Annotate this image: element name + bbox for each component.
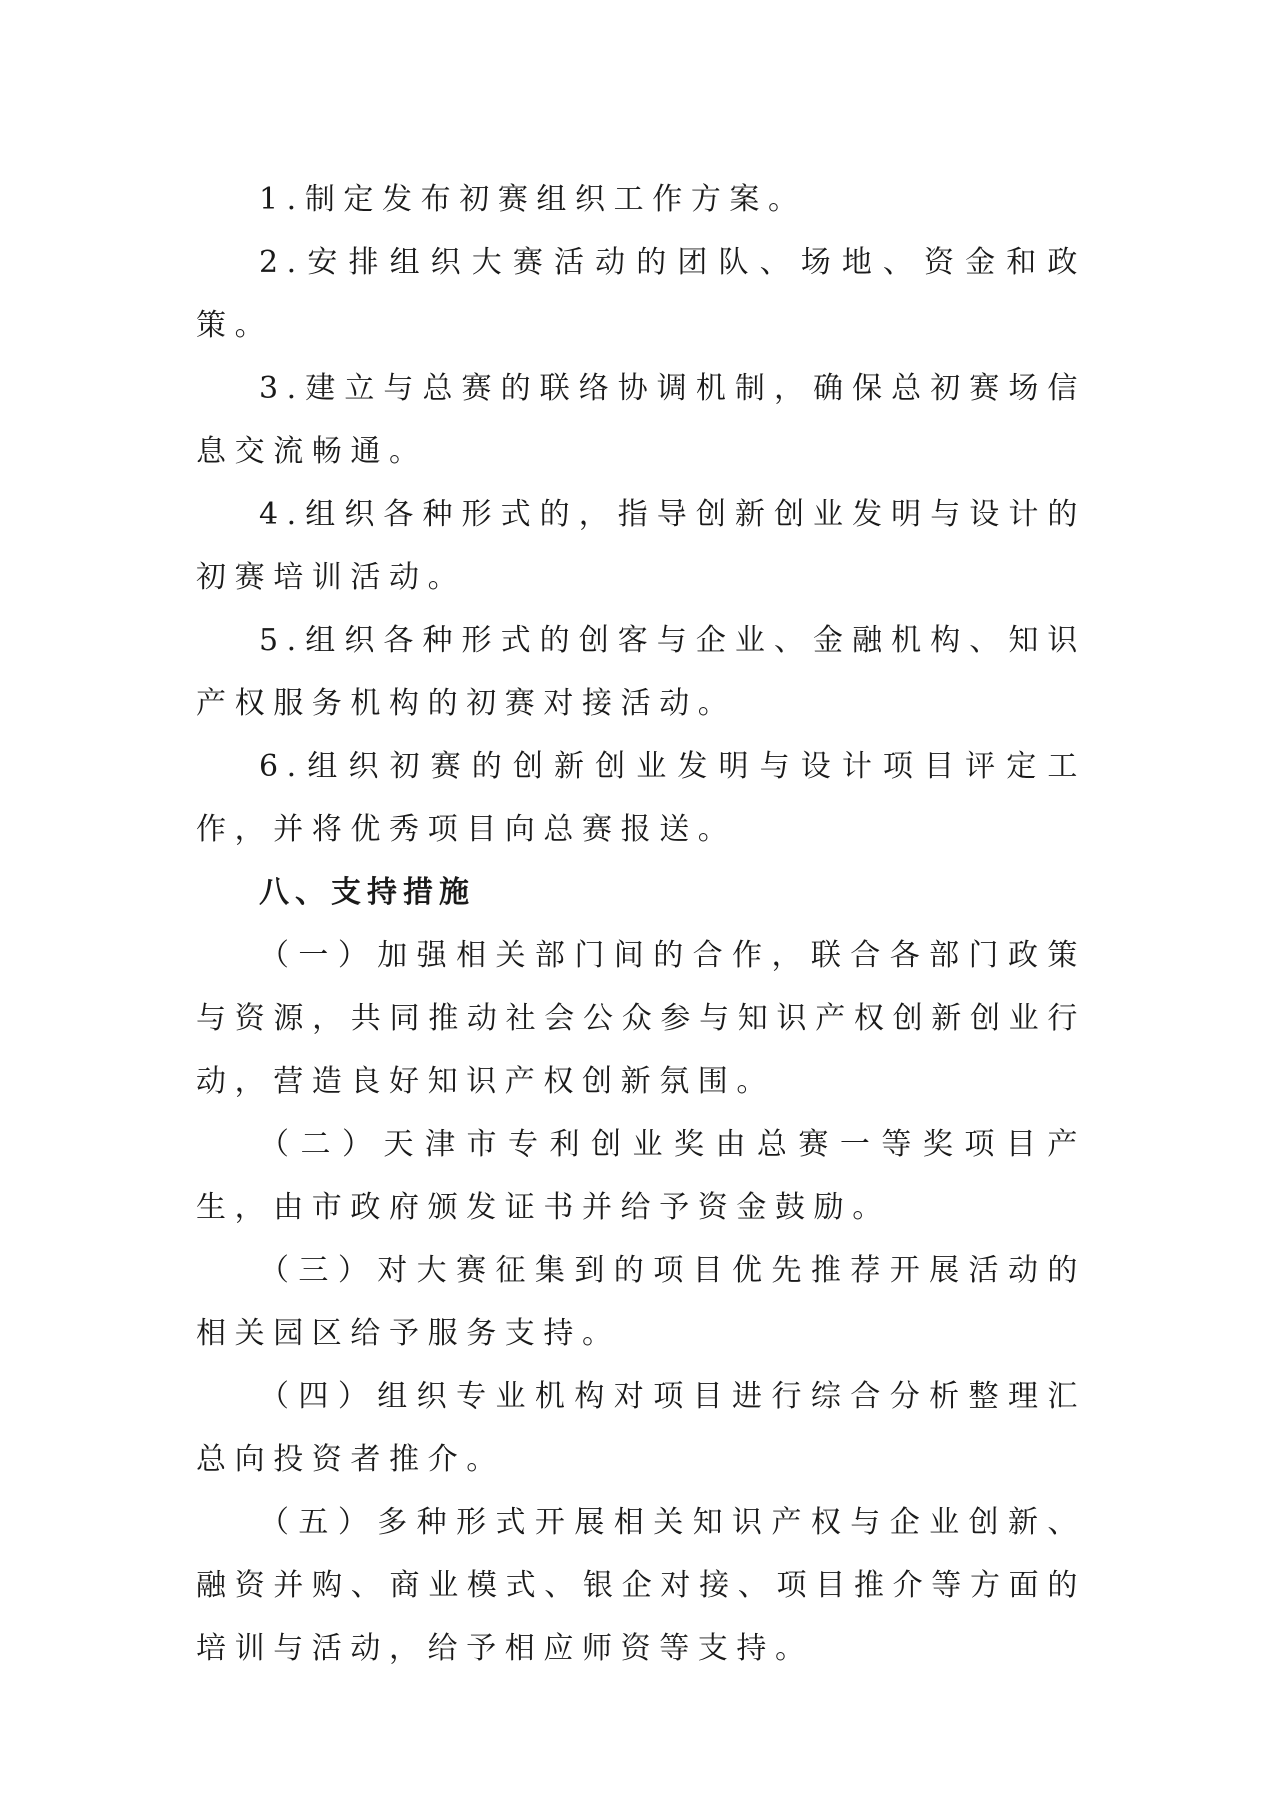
document-body bbox=[196, 168, 1086, 1680]
measure-1: （一）加强相关部门间的合作，联合各部门政策与资源，共同推动社会公众参与知识产权创新创业行动，营造良好知识产权创新氛围。 bbox=[196, 938, 1086, 1099]
section-heading: 八、支持措施 bbox=[259, 875, 475, 910]
measure-5: （五）多种形式开展相关知识产权与企业创新、融资并购、商业模式、银企对接、项目推介等方面的培训与活动，给予相应师资等支持。 bbox=[196, 1505, 1086, 1666]
list-item-3: 3.建立与总赛的联络协调机制，确保总初赛场信息交流畅通。 bbox=[196, 371, 1086, 469]
measure-2: （二）天津市专利创业奖由总赛一等奖项目产生，由市政府颁发证书并给予资金鼓励。 bbox=[196, 1127, 1086, 1225]
measure-3: （三）对大赛征集到的项目优先推荐开展活动的相关园区给予服务支持。 bbox=[196, 1253, 1086, 1351]
list-item-1: 1.制定发布初赛组织工作方案。 bbox=[259, 182, 807, 217]
list-item-6: 6.组织初赛的创新创业发明与设计项目评定工作，并将优秀项目向总赛报送。 bbox=[196, 749, 1086, 847]
list-item-4: 4.组织各种形式的，指导创新创业发明与设计的初赛培训活动。 bbox=[196, 497, 1086, 595]
list-item-5: 5.组织各种形式的创客与企业、金融机构、知识产权服务机构的初赛对接活动。 bbox=[196, 623, 1086, 721]
list-item-2: 2.安排组织大赛活动的团队、场地、资金和政策。 bbox=[196, 245, 1086, 343]
measure-4: （四）组织专业机构对项目进行综合分析整理汇总向投资者推介。 bbox=[196, 1379, 1086, 1477]
